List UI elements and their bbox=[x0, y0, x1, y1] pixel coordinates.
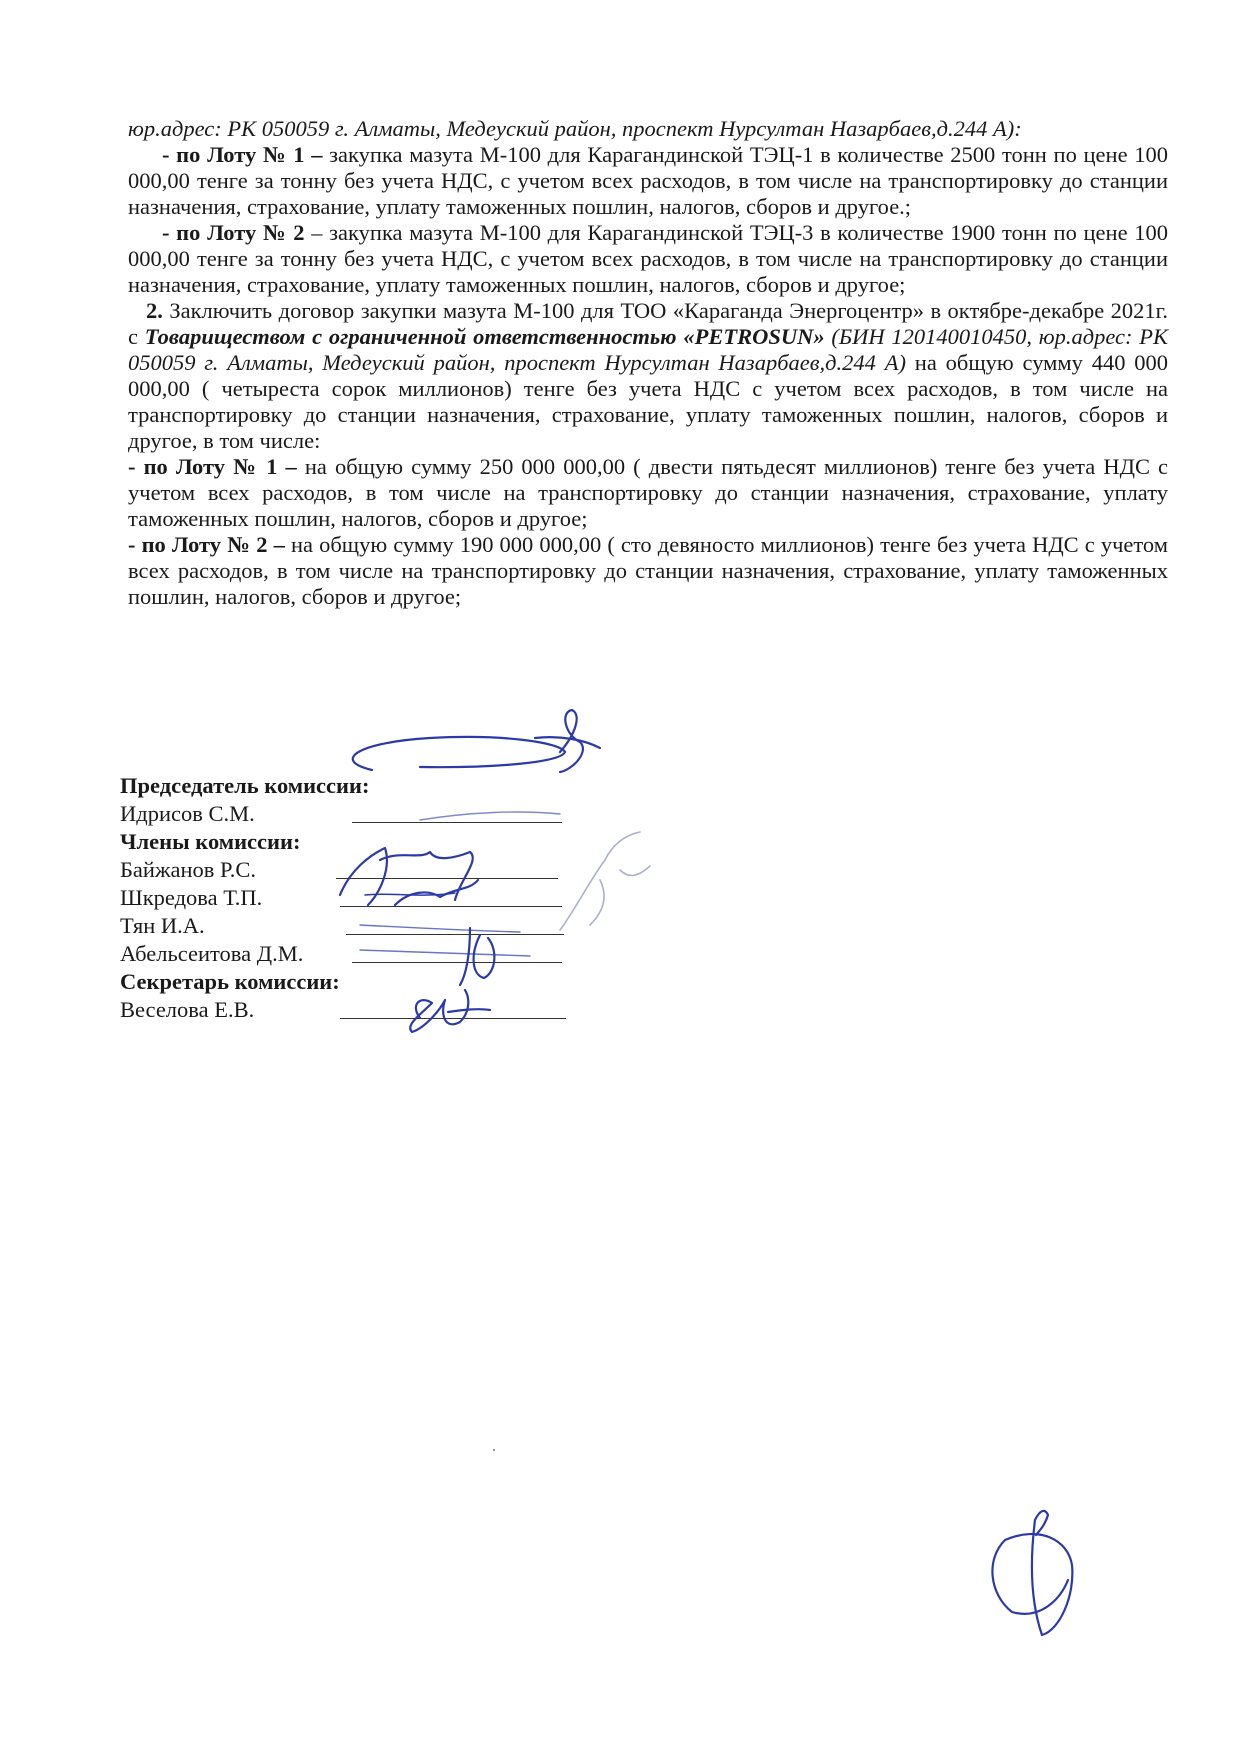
member-row-3 bbox=[120, 912, 620, 940]
sum2-text: на общую сумму 190 000 000,00 ( сто девяносто миллионов) тенге без учета НДС с учетом всех расходов, в том числе на транспортировку до станции назначения, страхование, уплату таможенных пошлин, налогов, сборов и другое; bbox=[128, 532, 1168, 609]
address-paragraph: юр.адрес: РК 050059 г. Алматы, Медеуский район, проспект Нурсултан Назарбаев,д.244 А): bbox=[128, 116, 1022, 141]
chair-signature bbox=[353, 710, 600, 772]
member-signature-line-2 bbox=[340, 906, 562, 907]
member-name-2: Шкредова Т.П. bbox=[120, 885, 263, 910]
secretary-title: Секретарь комиссии: bbox=[120, 969, 340, 994]
lot1-text: закупка мазута М-100 для Карагандинской ТЭЦ-1 в количестве 2500 тонн по цене 100 000,00 тенге за тонну без учета НДС, с учетом всех расходов, в том числе на транспортировку до станции назначения, страхование, уплату таможенных пошлин, налогов, сборов и другое.; bbox=[128, 142, 1168, 219]
lot1-label: - по Лоту № 1 – bbox=[162, 142, 323, 167]
chair-title: Председатель комиссии: bbox=[120, 773, 370, 798]
signature-block bbox=[120, 772, 620, 1024]
secretary-row bbox=[120, 996, 620, 1024]
item2-text-a: Заключить договор закупки мазута М-100 для ТОО «Караганда Энергоцентр» в октябре-декабре 2021г. с bbox=[128, 298, 1168, 349]
member-name-4: Абельсеитова Д.М. bbox=[120, 941, 304, 966]
item2-paragraph bbox=[128, 298, 1168, 454]
member-row-1 bbox=[120, 856, 620, 884]
sum1-paragraph bbox=[128, 454, 1168, 532]
member-row-4 bbox=[120, 940, 620, 968]
sum1-label: - по Лоту № 1 – bbox=[128, 454, 297, 479]
lot2-paragraph bbox=[128, 220, 1168, 298]
sum2-paragraph bbox=[128, 532, 1168, 610]
secretary-signature-line bbox=[340, 1018, 566, 1019]
lot2-text: – закупка мазута М-100 для Карагандинской ТЭЦ-3 в количестве 1900 тонн по цене 100 000,00 тенге за тонну без учета НДС, с учетом всех расходов, в том числе на транспортировку до станции назначения, страхование, уплату таможенных пошлин, налогов, сборов и другое; bbox=[128, 220, 1168, 297]
item2-text-c: на общую сумму 440 000 000,00 ( четыреста сорок миллионов) тенге без учета НДС с учетом всех расходов, в том числе на транспортировку до станции назначения, страхование, уплату таможенных пошлин, налогов, сборов и другое, в том числе: bbox=[128, 350, 1168, 453]
sum2-label: - по Лоту № 2 – bbox=[128, 532, 285, 557]
lot2-label: - по Лоту № 2 bbox=[162, 220, 305, 245]
item2-text-b: (БИН 120140010450, юр.адрес: РК 050059 г. Алматы, Медеуский район, проспект Нурсултан Назарбаев,д.244 А) bbox=[128, 324, 1168, 375]
chair-name: Идрисов С.М. bbox=[120, 801, 255, 826]
member-signature-line-4 bbox=[352, 962, 562, 963]
member-name-3: Тян И.А. bbox=[120, 913, 205, 938]
item2-number: 2. bbox=[146, 298, 163, 323]
members-title: Члены комиссии: bbox=[120, 829, 301, 854]
scan-speck bbox=[493, 1449, 495, 1451]
member-row-2 bbox=[120, 884, 620, 912]
item2-company: Товариществом с ограниченной ответственностью «PETROSUN» bbox=[144, 324, 825, 349]
document-body bbox=[128, 116, 1168, 610]
initial-mark bbox=[992, 1511, 1072, 1635]
chair-row bbox=[120, 800, 620, 828]
lot1-paragraph bbox=[128, 142, 1168, 220]
sum1-text: на общую сумму 250 000 000,00 ( двести пятьдесят миллионов) тенге без учета НДС с учетом всех расходов, в том числе на транспортировку до станции назначения, страхование, уплату таможенных пошлин, налогов, сборов и другое; bbox=[128, 454, 1169, 531]
secretary-name: Веселова Е.В. bbox=[120, 997, 255, 1022]
member-name-1: Байжанов Р.С. bbox=[120, 857, 256, 882]
member-signature-line-3 bbox=[346, 934, 564, 935]
chair-signature-line bbox=[352, 822, 562, 823]
member-signature-line-1 bbox=[336, 878, 558, 879]
